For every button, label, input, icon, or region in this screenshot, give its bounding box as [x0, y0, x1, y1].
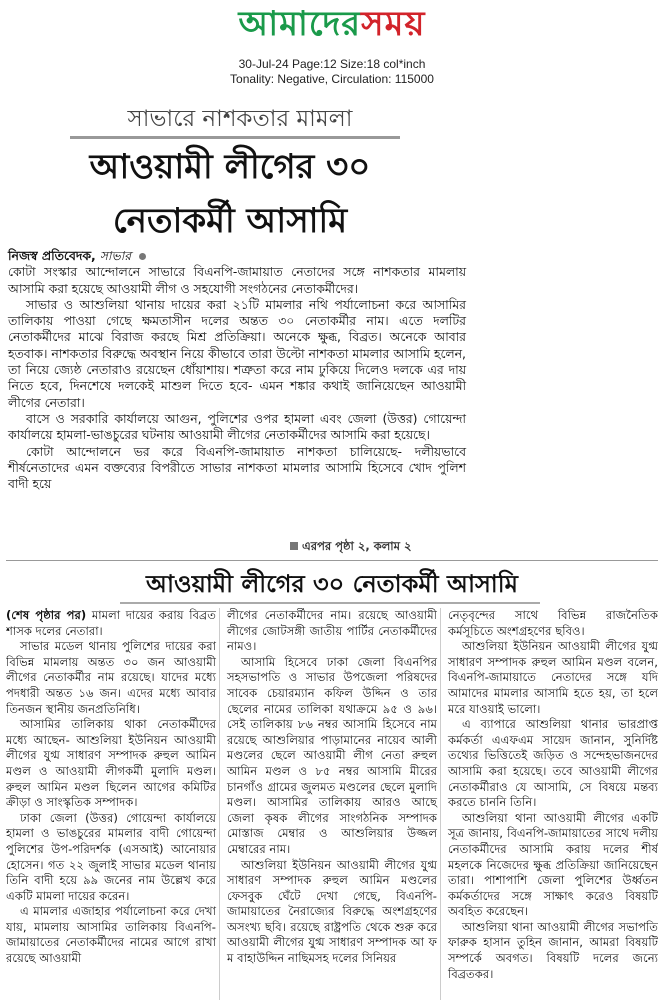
masthead — [0, 0, 664, 50]
clip-meta-tonality: Tonality: Negative, Circulation: 115000 — [230, 72, 434, 86]
byline-place: সাভার — [99, 248, 132, 263]
column-paragraph — [6, 608, 216, 639]
continuation-headline-underline — [120, 602, 540, 604]
news-clipping — [0, 92, 664, 1008]
column-paragraph: আসামি হিসেবে ঢাকা জেলা বিএনপির সহসভাপতি ও সাভার উপজেলা পরিষদের সাবেক চেয়ারম্যান কফিল উদ্দিন ও তার ছেলের নামের তালিকা যথাক্রমে ৯৫ ও ৯৬। সেই তালিকায় ৮৬ নম্বর আসামি হিসেবে নাম রয়েছে আশুলিয়ার পাড়ামানের নায়েব আলী মণ্ডলের ছেলে আওয়ামী লীগ নেতা রুহুল আমিন মণ্ডল ও ৮৫ নম্বর আসামি মীরের চানগাঁও গ্রামের জুলমত মণ্ডলের ছেলে মুলাদি মণ্ডল। আসামির তালিকায় আরও আছে জেলা কৃষক লীগের সাংগঠনিক সম্পাদক মোস্তাজ মেম্বার ও আশুলিয়ার উজ্জল মেম্বারের নাম। — [227, 654, 437, 856]
column-paragraph: এ ব্যাপারে আশুলিয়া থানার ভারপ্রাপ্ত কর্মকর্তা এএফএম সায়েদ জানান, সুনির্দিষ্ট তথ্যের ভিত্তিতেই জড়িত ও সন্দেহভাজনদের আসামি করা হয়েছে। তবে আওয়ামী লীগের নেতাকর্মীরাও যে আসামি, সে বিষয়ে মন্তব্য করতে চাননি তিনি। — [448, 717, 658, 810]
column-paragraph: আসামির তালিকায় থাকা নেতাকর্মীদের মধ্যে আছেন- আশুলিয়া ইউনিয়ন আওয়ামী লীগের যুগ্ম সাধারণ সম্পাদক রুহুল আমিন মণ্ডল ও আওয়ামী লীগকর্মী মুলাদি মণ্ডল। রুহুল আমিন মণ্ডল ছিলেন আগের কমিটির ক্রীড়া ও সাংস্কৃতিক সম্পাদক। — [6, 717, 216, 810]
column-paragraph: আশুলিয়া থানা আওয়ামী লীগের সভাপতি ফারুক হাসান তুহিন জানান, আমরা বিষয়টি সম্পর্কে অবগত। বিষয়টি দলের জন্যে বিব্রতকর। — [448, 919, 658, 981]
column-rule — [440, 608, 441, 1000]
byline: নিজস্ব প্রতিবেদক, — [8, 248, 96, 263]
logo-part1: আমাদের — [238, 4, 362, 44]
column-3 — [448, 608, 658, 1008]
section-divider — [6, 560, 658, 561]
column-paragraph: আশুলিয়া থানা আওয়ামী লীগের একটি সূত্র জানায়, বিএনপি-জামায়াতের সাথে দলীয় নেতাকর্মীদের আসামি করায় দলের শীর্ষ মহলকে নিজেদের ক্ষুব্ধ প্রতিক্রিয়া জানিয়েছেন তারা। পাশাপাশি জেলা পুলিশের উর্ধ্বতন কর্মকর্তাদের সঙ্গে সাক্ষাৎ করেও বিষয়টি অবহিত করেছেন। — [448, 810, 658, 919]
headline-line2: নেতাকর্মী আসামি — [112, 201, 348, 241]
story-paragraph: কোটা আন্দোলনে ভর করে বিএনপি-জামায়াত নাশকতা চালিয়েছে- দলীয়ভাবে শীর্ষনেতাদের এমন বক্তব্যের বিপরীতে সাভার নাশকতা মামলার আসামি হিসেবে খোদ পুলিশ বাদী হয়ে — [8, 443, 466, 492]
continuation-lead: (শেষ পৃষ্ঠার পর) — [6, 608, 87, 622]
story-body — [8, 248, 466, 492]
logo-part2: সময় — [361, 4, 426, 44]
column-paragraph: আশুলিয়া ইউনিয়ন আওয়ামী লীগের যুগ্ম সাধারণ সম্পাদক রুহুল আমিন মণ্ডলের ফেসবুক ঘেঁটে দেখা গেছে, বিএনপি-জামায়াতের নৈরাজ্যের বিরুদ্ধে অংশগ্রহণের অসংখ্য ছবি। রয়েছে রাষ্ট্রপতি থেকে শুরু করে আওয়ামী লীগের যুগ্ম সাধারণ সম্পাদক আ ফ ম বাহাউদ্দিন নাছিমসহ দলের সিনিয়র — [227, 857, 437, 966]
column-2 — [227, 608, 437, 1008]
newspaper-logo — [239, 2, 426, 46]
column-paragraph: লীগের নেতাকর্মীদের নাম। রয়েছে আওয়ামী লীগের জোটসঙ্গী জাতীয় পার্টির নেতাকর্মীদের নামও। — [227, 608, 437, 654]
column-paragraph: ঢাকা জেলা (উত্তর) গোয়েন্দা কার্যালয়ে হামলা ও ভাঙচুরের মামলার বাদী গোয়েন্দা পুলিশের উপ-পরিদর্শক (এসআই) আনোয়ার হোসেন। গত ২২ জুলাই সাভার মডেল থানায় তিনি বাদী হয়ে ৯৯ জনের নাম উল্লেখ করে একটি মামলা দায়ের করেন। — [6, 810, 216, 903]
story-paragraph: কোটা সংস্কার আন্দোলনে সাভারে বিএনপি-জামায়াত নেতাদের সঙ্গে নাশকতার মামলায় আসামি করা হয়েছে আওয়ামী লীগ ও সহযোগী সংগঠনের নেতাকর্মীদের। — [8, 264, 466, 296]
column-paragraph: সাভার মডেল থানায় পুলিশের দায়ের করা বিভিন্ন মামলায় অন্তত ৩০ জন আওয়ামী লীগের নেতাকর্মীর নাম রয়েছে। যাদের মধ্যে পদধারী অন্তত ১৬ জন। এদের মধ্যে আবার তিনজন স্থানীয় জনপ্রতিনিধি। — [6, 639, 216, 716]
column-1 — [6, 608, 216, 1008]
column-paragraph: নেতৃবৃন্দের সাথে বিভিন্ন রাজনৈতিক কর্মসূচিতে অংশগ্রহণের ছবিও। — [448, 608, 658, 638]
clip-meta-date: 30-Jul-24 Page:12 Size:18 col*inch — [238, 57, 426, 71]
kicker-underline — [70, 136, 400, 139]
continued-reference — [290, 538, 412, 557]
column-paragraph: এ মামলার এজাহার পর্যালোচনা করে দেখা যায়, মামলায় আসামির তালিকায় বিএনপি-জামায়াতের নেতাকর্মীদের নামের আগে রাখা রয়েছে আওয়ামী — [6, 904, 216, 966]
byline-paragraph — [8, 248, 466, 264]
column-text: মামলা দায়ের করায় বিব্রত শাসক দলের নেতারা। — [6, 608, 216, 638]
column-rule — [219, 608, 220, 1000]
continued-text: এরপর পৃষ্ঠা ২, কলাম ২ — [302, 539, 412, 553]
square-bullet-icon — [290, 542, 298, 550]
headline-line1: আওয়ামী লীগের ৩০ — [89, 147, 371, 187]
story-paragraph: বাসে ও সরকারি কার্যালয়ে আগুন, পুলিশের ওপর হামলা এবং জেলা (উত্তর) গোয়েন্দা কার্যালয়ে হামলা-ভাঙচুরের ঘটনায় আওয়ামী লীগের নেতাকর্মীদের আসামি করা হয়েছে। — [8, 410, 466, 443]
kicker: সাভারে নাশকতার মামলা — [127, 106, 353, 132]
continuation-headline: আওয়ামী লীগের ৩০ নেতাকর্মী আসামি — [146, 570, 518, 598]
story-paragraph: সাভার ও আশুলিয়া থানায় দায়ের করা ২১টি মামলার নথি পর্যালোচনা করে আসামির তালিকায় পাওয়া গেছে ক্ষমতাসীন দলের অন্তত ৩০ নেতাকর্মীর নাম। এতে দলটির নেতাকর্মীদের মাঝে বিরাজ করছে মিশ্র প্রতিক্রিয়া। অনেকে ক্ষুব্ধ, বিব্রত। অনেকে আবার হতবাক। নাশকতার বিরুদ্ধে অবস্থান নিয়ে কীভাবে তারা উল্টো নাশকতা মামলার আসামি হলেন, তা নিয়ে জ্যেষ্ঠ নেতারাও রয়েছেন ধোঁয়াশায়। শত্রুতা করে নাম ঢুকিয়ে দিলেও দলকে এর দায় নিতে হবে, দিনশেষে দলকেই মাশুল দিতে হবে- এমন শঙ্কার কথাই জানিয়েছেন আওয়ামী লীগের নেতারা। — [8, 296, 466, 410]
bullet-dot-icon — [139, 253, 146, 260]
continuation-columns — [6, 608, 658, 1008]
column-paragraph: আশুলিয়া ইউনিয়ন আওয়ামী লীগের যুগ্ম সাধারণ সম্পাদক রুহুল আমিন মণ্ডল বলেন, বিএনপি-জামায়াতে নেতাদের সঙ্গে যদি আমাদের মামলার আসামি হতে হয়, তা হলে মরে যাওয়াই ভালো। — [448, 639, 658, 716]
